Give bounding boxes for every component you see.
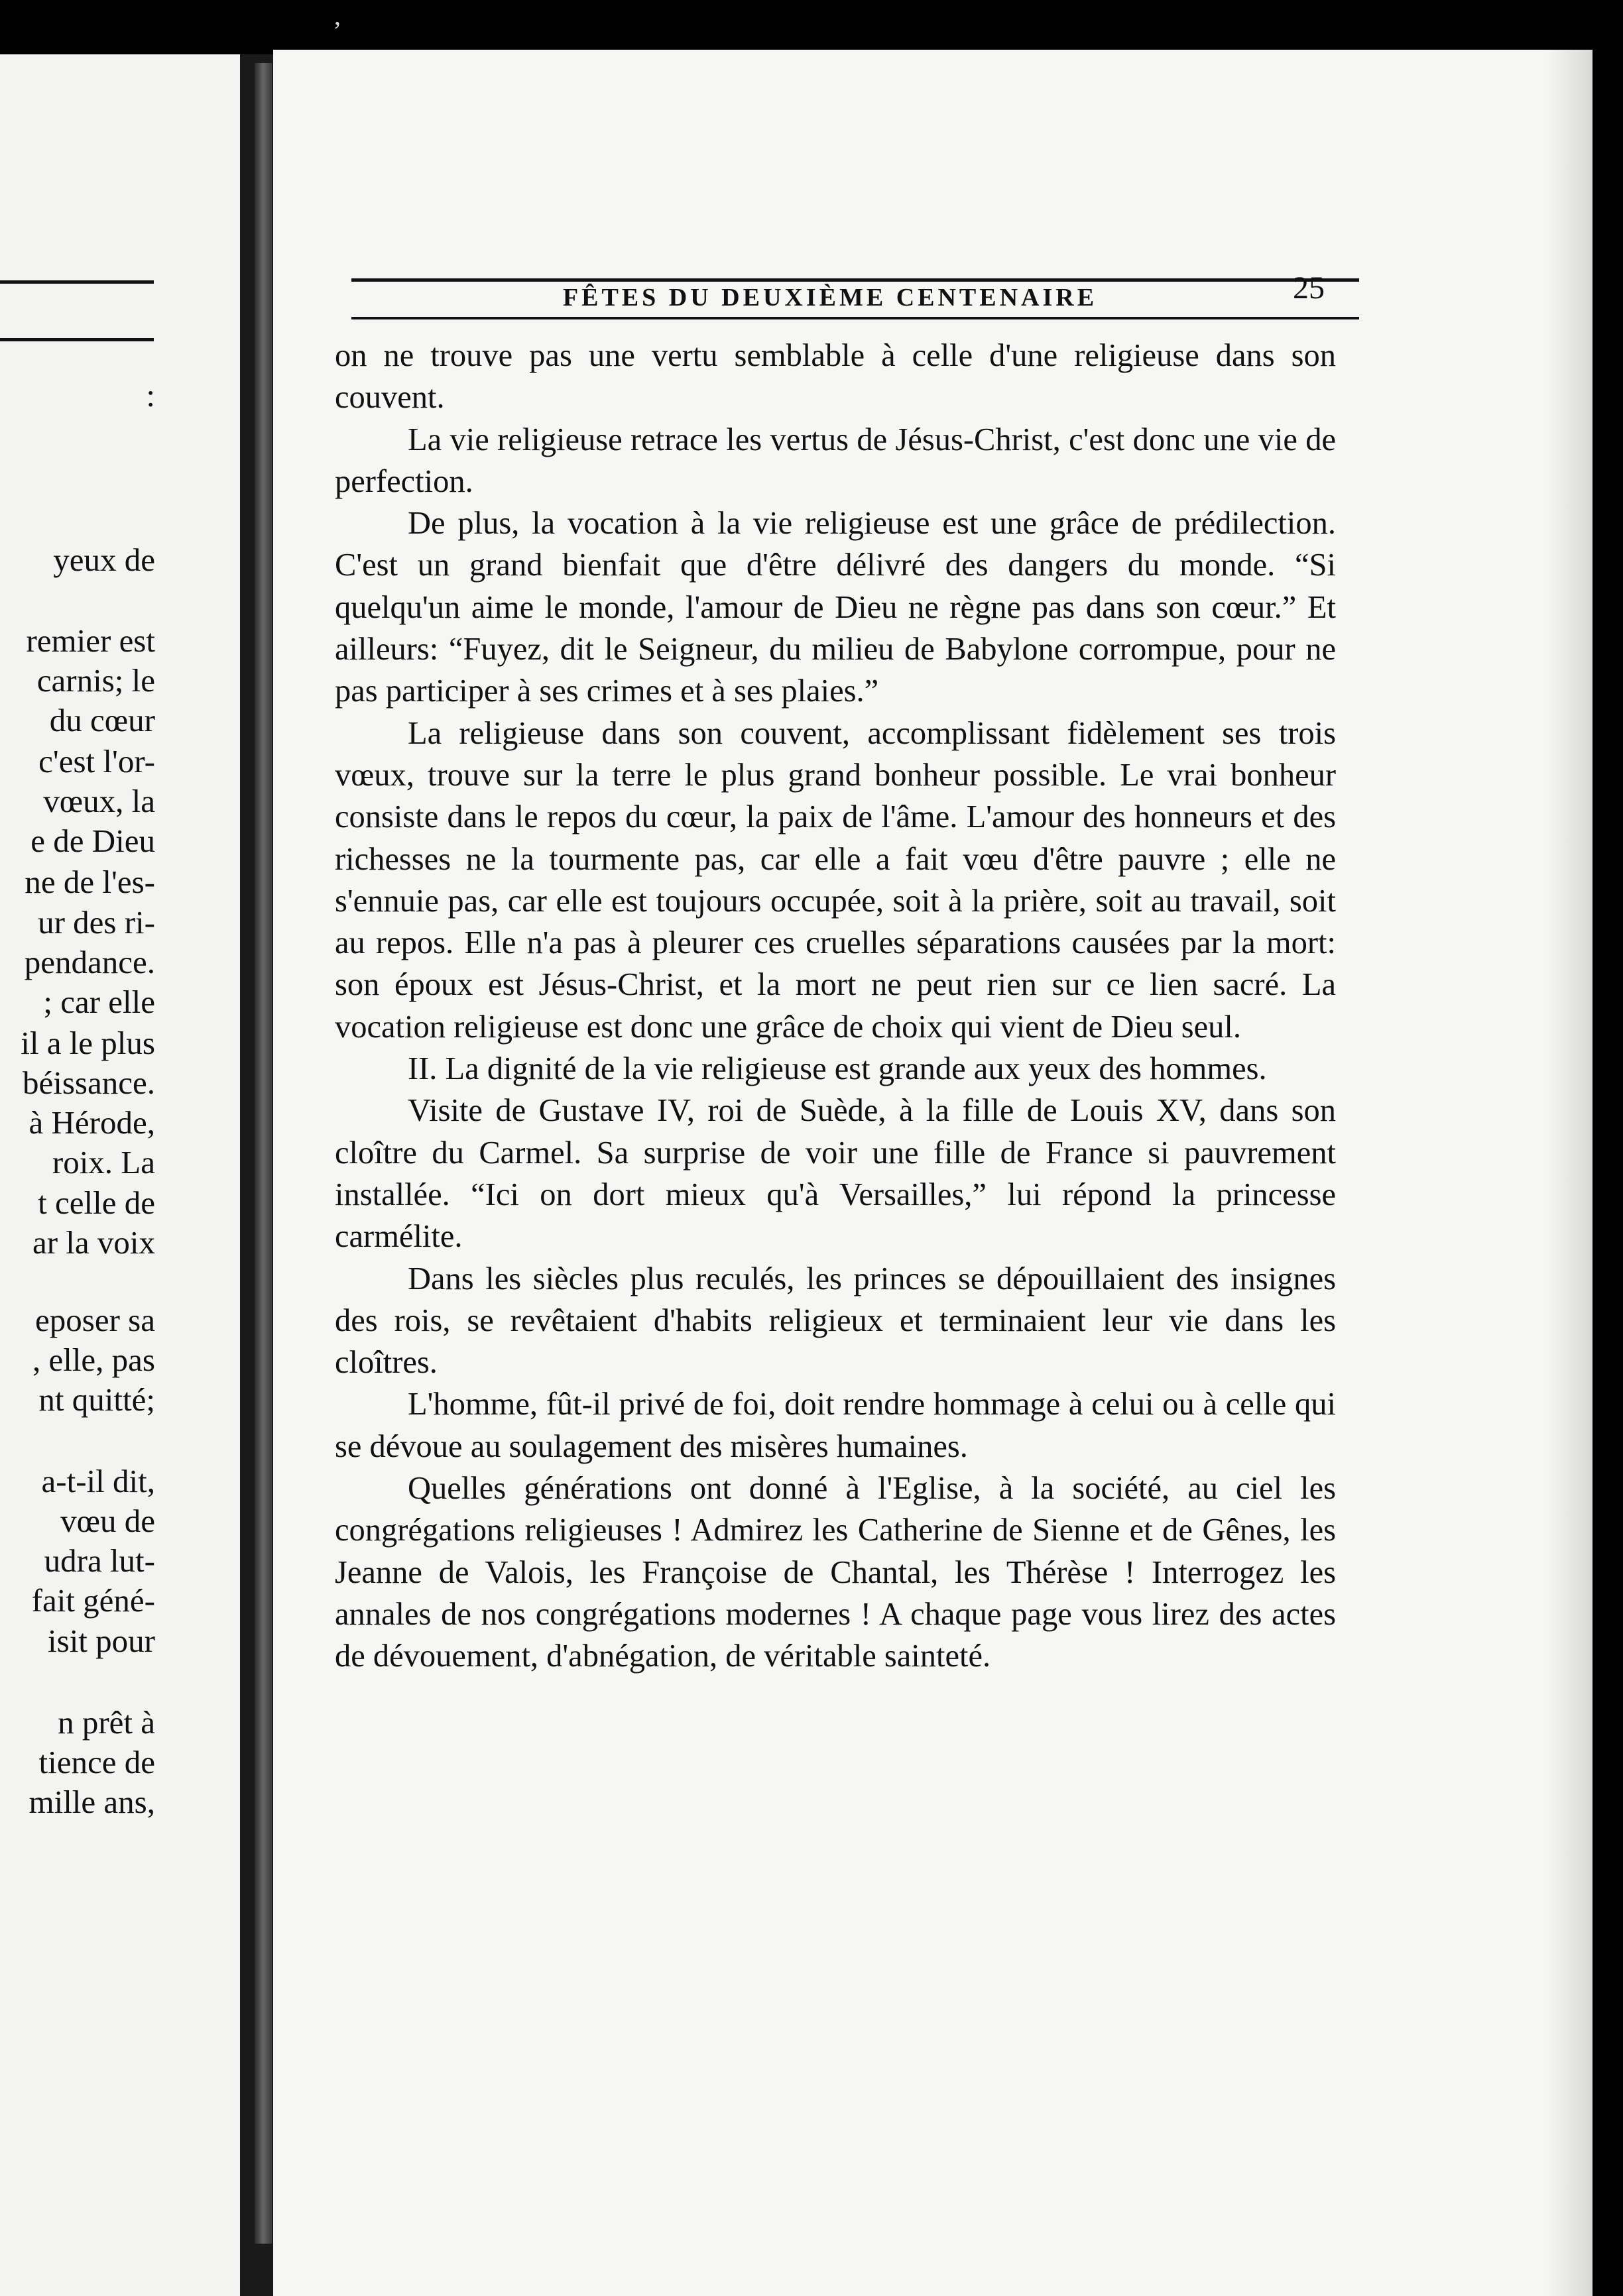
facing-page-line: ur des ri- xyxy=(38,904,155,941)
paragraph: La vie religieuse retrace les vertus de Jésus-Christ, c'est donc une vie de perfection. xyxy=(335,422,1336,499)
facing-page-line: isit pour xyxy=(48,1623,155,1659)
facing-page-line: remier est xyxy=(26,622,155,659)
header-rule-top xyxy=(351,278,1359,282)
facing-page-line: ; car elle xyxy=(43,984,155,1020)
facing-page-line: fait géné- xyxy=(31,1582,155,1619)
scan-artifact-mark: ‚ xyxy=(333,1,342,30)
page-curl-shadow xyxy=(1546,50,1593,2296)
facing-page-line: ne de l'es- xyxy=(25,864,155,900)
header-rule-bottom xyxy=(351,317,1359,319)
facing-page-line: carnis; le xyxy=(36,662,155,699)
paragraph: La religieuse dans son couvent, accomplissant fidèlement ses trois vœux, trouve sur la terre le plus grand bonheur possible. Le vrai bonheur consiste dans le repos du cœur, la paix de l'âme. L'amour des honneurs et des richesses ne la tourmente pas, car elle a fait vœu d'être pauvre ; elle ne s'ennuie pas, car elle est toujours occupée, soit à la prière, soit au travail, soit au repos. Elle n'a pas à pleurer ces cruelles séparations causées par la mort: son époux est Jésus-Christ, et la mort ne peut rien sur ce lien sacré. La vocation religieuse est donc une grâce de choix qui vient de Dieu seul. xyxy=(335,715,1336,1045)
paragraph: Dans les siècles plus reculés, les princes se dépouillaient des insignes des rois, se revêtaient d'habits religieux et terminaient leur vie dans les cloîtres. xyxy=(335,1261,1336,1381)
facing-page-line: udra lut- xyxy=(44,1542,155,1579)
facing-page-line: yeux de xyxy=(53,542,155,578)
paragraph: L'homme, fût-il privé de foi, doit rendre hommage à celui ou à celle qui se dévoue au soulagement des misères humaines. xyxy=(335,1387,1336,1464)
facing-page-header-rule-bottom xyxy=(0,338,154,341)
paragraph: II. La dignité de la vie religieuse est grande aux yeux des hommes. xyxy=(408,1051,1267,1087)
facing-page-line: mille ans, xyxy=(29,1784,155,1820)
facing-page-line: eposer sa xyxy=(35,1302,155,1338)
facing-page-line: vœux, la xyxy=(43,783,155,819)
paragraph: De plus, la vocation à la vie religieuse est une grâce de prédilection. C'est un grand bienfait que d'être délivré des dangers du monde. “Si quelqu'un aime le monde, l'amour de Dieu ne règne pas dans son cœur.” Et ailleurs: “Fuyez, dit le Seigneur, du milieu de Babylone corrompue, pour ne pas participer à ses crimes et à ses plaies.” xyxy=(335,506,1336,709)
facing-page-line: c'est l'or- xyxy=(38,743,155,779)
facing-page-line: ar la voix xyxy=(32,1224,155,1261)
facing-page-line: e de Dieu xyxy=(30,823,155,859)
page-number: 25 xyxy=(1293,270,1325,306)
facing-page-line: vœu de xyxy=(60,1503,155,1539)
body-text xyxy=(335,335,1336,1678)
facing-page-line: roix. La xyxy=(52,1144,155,1180)
facing-page-line: il a le plus xyxy=(21,1025,155,1061)
facing-page-line: nt quitté; xyxy=(38,1381,155,1418)
main-page xyxy=(273,50,1593,2296)
paragraph: Visite de Gustave IV, roi de Suède, à la fille de Louis XV, dans son cloître du Carmel. Sa surprise de voir une fille de France si pauvrement installée. “Ici on dort mieux qu'à Versailles,” lui répond la princesse carmélite. xyxy=(335,1093,1336,1255)
facing-page-header-rule-top xyxy=(0,280,154,284)
running-title: FÊTES DU DEUXIÈME CENTENAIRE xyxy=(562,284,1098,312)
facing-page-line: pendance. xyxy=(24,944,155,980)
facing-page-line: : xyxy=(146,377,155,414)
facing-page-line: du cœur xyxy=(49,702,155,738)
facing-page-line: , elle, pas xyxy=(32,1342,155,1378)
facing-page-line: n prêt à xyxy=(58,1704,155,1741)
facing-page-line: t celle de xyxy=(38,1184,155,1221)
facing-page-line: a-t-il dit, xyxy=(41,1463,155,1499)
facing-page-line: à Hérode, xyxy=(29,1104,155,1141)
paragraph: Quelles générations ont donné à l'Eglise, à la société, au ciel les congrégations religieuses ! Admirez les Catherine de Sienne et de Gênes, les Jeanne de Valois, les Françoise de Chantal, les Thérèse ! Interrogez les annales de nos congrégations modernes ! A chaque page vous lirez des actes de dévouement, d'abnégation, de véritable sainteté. xyxy=(335,1471,1336,1674)
paragraph: on ne trouve pas une vertu semblable à celle d'une religieuse dans son couvent. xyxy=(335,338,1336,416)
facing-page xyxy=(0,54,240,2296)
facing-page-line: tience de xyxy=(38,1744,155,1780)
page-edge-shadow xyxy=(255,63,272,2244)
facing-page-line: béissance. xyxy=(23,1064,155,1101)
